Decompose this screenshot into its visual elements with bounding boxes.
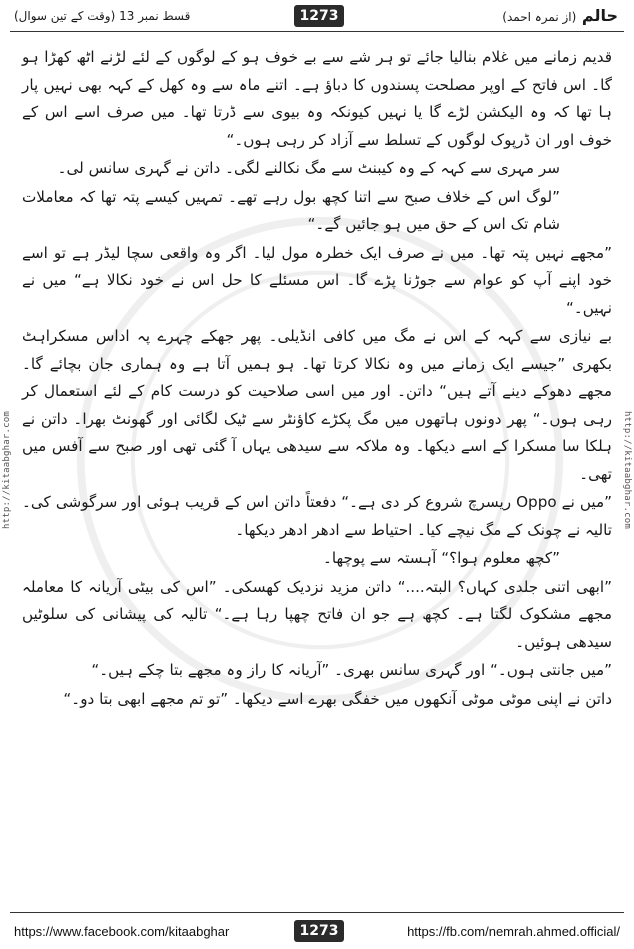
story-body [22, 44, 612, 899]
paragraph: ”لوگ اس کے خلاف صبح سے اتنا کچھ بول رہے تھے۔ تمہیں کیسے پتہ تھا کہ معاملات شام تک اس کے حق میں ہو جائیں گے۔“ [22, 187, 560, 233]
paragraph: ”میں جانتی ہوں۔“ اور گہری سانس بھری۔ ”آریانہ کا راز وہ مجھے بتا چکے ہیں۔“ [91, 661, 612, 679]
page-number-top: 1273 [294, 5, 344, 27]
paragraph: قدیم زمانے میں غلام بنالیا جائے تو ہر شے سے بے خوف ہو کے لوگوں کے لئے لڑنے اٹھ کھڑا ہو گا۔ اس فاتح کے اوپر مصلحت پسندوں کا دباؤ ہے۔ اتنے ماہ سے وہ کھل کے کہہ بھی نہیں پار ہا تھا کہ وہ الیکشن لڑے گا یا نہیں کیونکہ وہ بیوی سے ڈرتا تھا۔ میں صرف اسے اس کے خوف اور ان ڈرپوک لوگوں کے تسلط سے آزاد کر رہی ہوں۔“ [22, 48, 612, 149]
paragraph: سر مہری سے کہہ کے وہ کیبنٹ سے مگ نکالنے لگی۔ داتن نے گہری سانس لی۔ [57, 159, 560, 177]
footer-divider [10, 912, 624, 913]
paragraph: ”میں نے Oppo ریسرچ شروع کر دی ہے۔“ دفعتاً داتن اس کے قریب ہوئی اور سرگوشی کی۔ تالیہ نے چونک کے مگ نیچے کیا۔ احتیاط سے ادھر ادھر دیکھا۔ [22, 493, 612, 539]
author-text: (از نمرہ احمد) [502, 10, 577, 24]
novel-title [502, 6, 618, 25]
fb-official-link[interactable]: https://fb.com/nemrah.ahmed.official/ [407, 924, 620, 939]
paragraph: ”ابھی اتنی جلدی کہاں؟ البتہ....“ داتن مزید نزدیک کھسکی۔ ”اس کی بیٹی آریانہ کا معاملہ مجھے مشکوک لگتا ہے۔ کچھ ہے جو ان فاتح چھپا رہا ہے۔“ تالیہ کی پیشانی کی سلوٹیں سیدھی ہوئیں۔ [22, 577, 612, 651]
paragraph: داتن نے اپنی موٹی موٹی آنکھوں میں خفگی بھرے اسے دیکھا۔ ”تو تم مجھے ابھی بتا دو۔“ [63, 689, 612, 708]
paragraph: بے نیازی سے کہہ کے اس نے مگ میں کافی انڈیلی۔ پھر جھکے چہرے پہ اداس مسکراہٹ بکھری ”جیسے ایک زمانے میں وہ نکالا کرتا تھا۔ ہو ہمیں آتا ہے وہ ہماری جان بچائے گا۔ مجھے دھوکے دینے آتے ہیں“ داتن۔ اور میں اسی صلاحیت کو درست کام کے لئے استعمال کر رہی ہوں۔“ پھر دونوں ہاتھوں میں مگ پکڑے کاؤنٹر سے ٹیک لگائی اور گھونٹ بھرا۔ داتن نے ہلکا سا مسکرا کے اسے دیکھا۔ وہ ملاکہ سے سیدھی یہاں آ گئی تھی اور صبح سے آفس میں تھی۔ [22, 327, 612, 483]
header-divider [10, 31, 624, 32]
facebook-link[interactable]: https://www.facebook.com/kitaabghar [14, 924, 230, 939]
page-footer [0, 902, 634, 949]
episode-title: قسط نمبر 13 (وقت کے تین سوال) [14, 9, 191, 23]
right-margin-url: http://kitaabghar.com [622, 411, 632, 529]
page-header [0, 0, 634, 36]
title-text: حالم [581, 6, 618, 25]
page-number-bottom: 1273 [294, 920, 344, 942]
paragraph: ”مجھے نہیں پتہ تھا۔ میں نے صرف ایک خطرہ مول لیا۔ اگر وہ واقعی سچا لیڈر ہے تو اسے خود اپنے آپ کو عوام سے جوڑنا پڑے گا۔ اس مسئلے کا حل اس نے خود نکالا ہے“ میں نے نہیں۔“ [22, 243, 612, 317]
left-margin-url: http://kitaabghar.com [2, 411, 12, 529]
paragraph: ”کچھ معلوم ہوا؟“ آہستہ سے پوچھا۔ [322, 549, 560, 567]
